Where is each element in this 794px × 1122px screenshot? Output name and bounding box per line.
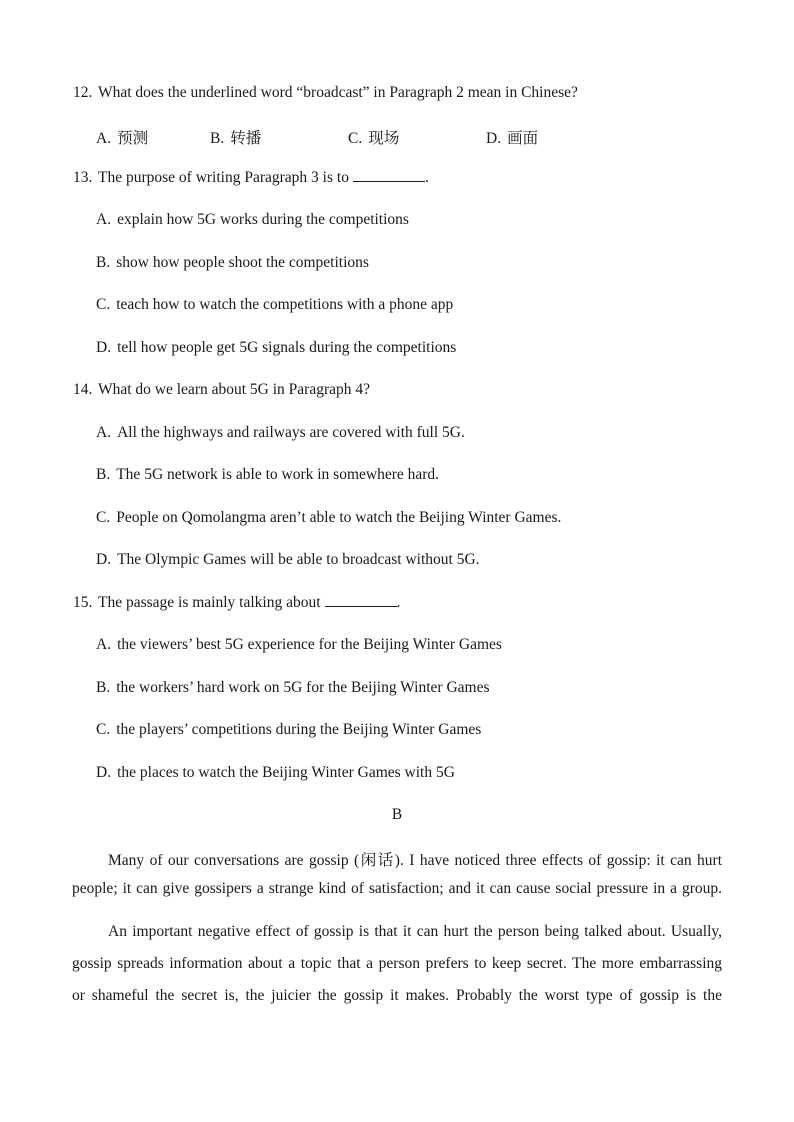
question-number: 12. bbox=[73, 84, 93, 101]
option-14-b[interactable] bbox=[96, 466, 439, 484]
option-text: the places to watch the Beijing Winter Games with 5G bbox=[117, 764, 455, 781]
option-letter: B. bbox=[96, 254, 111, 271]
option-13-a[interactable] bbox=[96, 211, 409, 229]
answer-blank[interactable] bbox=[325, 594, 397, 607]
question-stem: The purpose of writing Paragraph 3 is to bbox=[97, 169, 349, 186]
question-13 bbox=[73, 169, 429, 187]
option-12-c[interactable] bbox=[348, 126, 399, 148]
option-14-c[interactable] bbox=[96, 509, 561, 527]
passage-line: An important negative effect of gossip is that it can hurt the person being talked about. Usually, bbox=[108, 923, 722, 940]
option-letter: D. bbox=[96, 764, 112, 781]
option-letter: C. bbox=[348, 130, 363, 147]
option-letter: D. bbox=[96, 339, 112, 356]
option-13-c[interactable] bbox=[96, 296, 453, 314]
option-letter: B. bbox=[96, 679, 111, 696]
option-12-d[interactable] bbox=[486, 126, 538, 148]
option-letter: C. bbox=[96, 296, 111, 313]
option-letter: B. bbox=[210, 130, 225, 147]
option-text: teach how to watch the competitions with a phone app bbox=[116, 296, 454, 313]
question-15 bbox=[73, 594, 400, 612]
option-text: show how people shoot the competitions bbox=[116, 254, 369, 271]
option-text: 预测 bbox=[117, 130, 149, 147]
option-text: 画面 bbox=[507, 130, 539, 147]
option-letter: C. bbox=[96, 721, 111, 738]
question-14 bbox=[73, 381, 370, 399]
question-stem: The passage is mainly talking about bbox=[97, 594, 321, 611]
option-12-b[interactable] bbox=[210, 126, 261, 148]
option-text: 现场 bbox=[368, 130, 400, 147]
option-15-b[interactable] bbox=[96, 679, 490, 697]
option-text: explain how 5G works during the competitions bbox=[117, 211, 409, 228]
option-13-d[interactable] bbox=[96, 339, 456, 357]
option-text: The 5G network is able to work in somewhere hard. bbox=[116, 466, 440, 483]
option-15-a[interactable] bbox=[96, 636, 502, 654]
option-text: 转播 bbox=[230, 130, 262, 147]
option-letter: A. bbox=[96, 130, 112, 147]
question-number: 14. bbox=[73, 381, 93, 398]
section-label: B bbox=[391, 806, 403, 823]
option-13-b[interactable] bbox=[96, 254, 369, 272]
option-text: People on Qomolangma aren’t able to watch the Beijing Winter Games. bbox=[116, 509, 562, 526]
passage-line: Many of our conversations are gossip (闲话). I have noticed three effects of gossip: it can hurt bbox=[108, 852, 722, 869]
option-text: the players’ competitions during the Beijing Winter Games bbox=[116, 721, 482, 738]
option-letter: D. bbox=[486, 130, 502, 147]
option-14-d[interactable] bbox=[96, 551, 480, 569]
option-14-a[interactable] bbox=[96, 424, 465, 442]
question-stem: What does the underlined word “broadcast” in Paragraph 2 mean in Chinese? bbox=[97, 84, 578, 101]
passage-line: gossip spreads information about a topic that a person prefers to keep secret. The more embarrassing bbox=[72, 955, 722, 972]
option-15-d[interactable] bbox=[96, 764, 455, 782]
passage-line: people; it can give gossipers a strange kind of satisfaction; and it can cause social pressure in a group. bbox=[72, 880, 722, 897]
option-letter: D. bbox=[96, 551, 112, 568]
option-text: the workers’ hard work on 5G for the Beijing Winter Games bbox=[116, 679, 490, 696]
question-number: 13. bbox=[73, 169, 93, 186]
option-text: the viewers’ best 5G experience for the Beijing Winter Games bbox=[117, 636, 502, 653]
blank-end: . bbox=[396, 594, 401, 611]
option-15-c[interactable] bbox=[96, 721, 481, 739]
option-letter: A. bbox=[96, 424, 112, 441]
option-text: All the highways and railways are covered with full 5G. bbox=[117, 424, 465, 441]
option-letter: A. bbox=[96, 636, 112, 653]
option-letter: C. bbox=[96, 509, 111, 526]
blank-end: . bbox=[424, 169, 429, 186]
passage-line: or shameful the secret is, the juicier the gossip it makes. Probably the worst type of gossip is the bbox=[72, 987, 722, 1004]
answer-blank[interactable] bbox=[353, 169, 425, 182]
option-12-a[interactable] bbox=[96, 126, 148, 148]
question-stem: What do we learn about 5G in Paragraph 4? bbox=[97, 381, 370, 398]
option-letter: B. bbox=[96, 466, 111, 483]
option-letter: A. bbox=[96, 211, 112, 228]
option-text: tell how people get 5G signals during the competitions bbox=[117, 339, 457, 356]
question-12 bbox=[73, 84, 578, 102]
option-text: The Olympic Games will be able to broadcast without 5G. bbox=[117, 551, 480, 568]
question-number: 15. bbox=[73, 594, 93, 611]
